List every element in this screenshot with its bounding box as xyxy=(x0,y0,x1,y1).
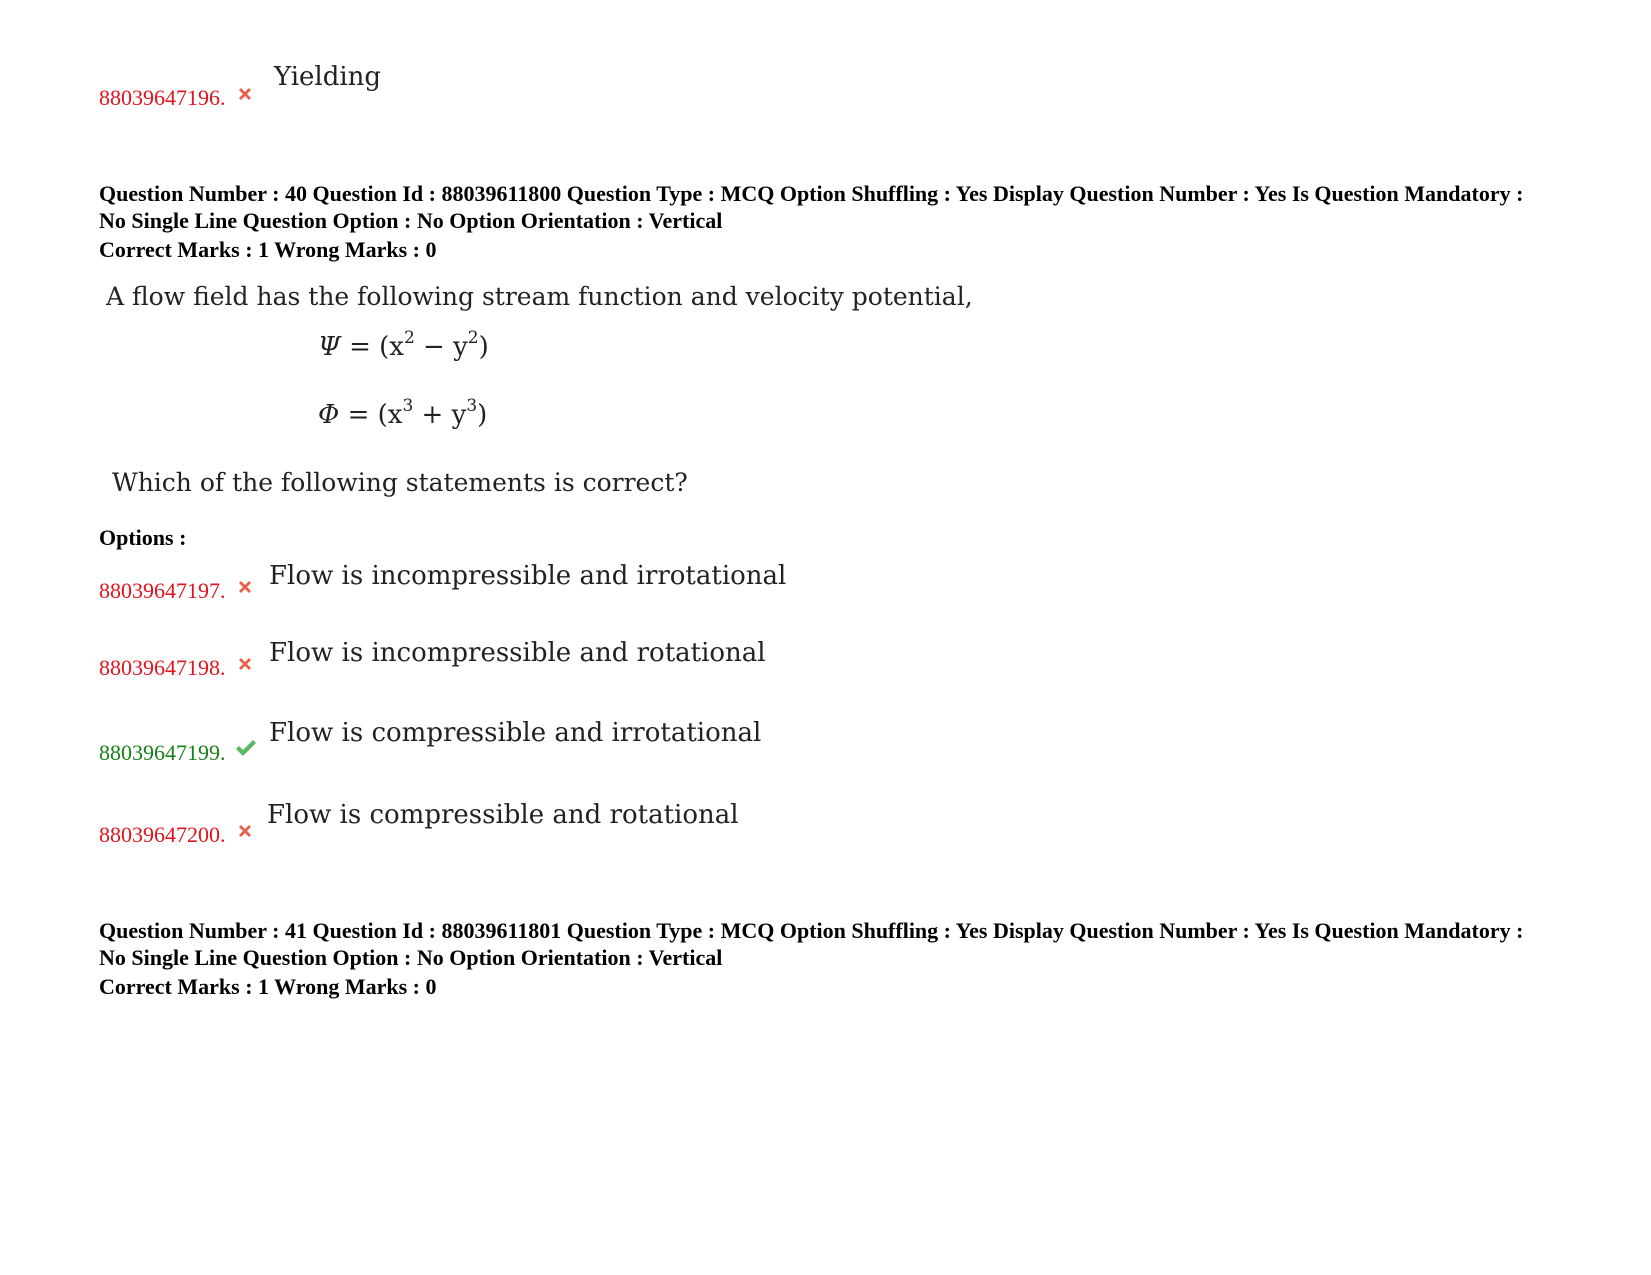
question-meta-line: Question Number : 41 Question Id : 88039611801 Question Type : MCQ Option Shuffling : Yes Display Question Number : Yes Is Question Mandatory : No Single Line Question Option : No Option Orientation : Vertical xyxy=(99,918,1524,970)
exponent: 3 xyxy=(402,396,414,416)
question-meta-line: Question Number : 40 Question Id : 88039611800 Question Type : MCQ Option Shuffling : Yes Display Question Number : Yes Is Question Mandatory : No Single Line Question Option : No Option Orientation : Vertical xyxy=(99,181,1524,233)
equals: = xyxy=(349,332,371,362)
question-meta xyxy=(99,917,1549,971)
phi-symbol: Φ xyxy=(318,400,340,430)
option-text: Flow is compressible and rotational xyxy=(267,800,739,830)
velocity-potential-equation xyxy=(318,396,488,430)
marks-line: Correct Marks : 1 Wrong Marks : 0 xyxy=(99,974,437,999)
question-marks xyxy=(99,236,1549,263)
check-icon xyxy=(234,737,258,759)
stream-function-equation xyxy=(318,328,489,362)
question-meta xyxy=(99,180,1549,234)
options-label: Options : xyxy=(99,525,187,550)
cross-icon xyxy=(235,577,255,597)
marks-line: Correct Marks : 1 Wrong Marks : 0 xyxy=(99,237,437,262)
eq-open: (x xyxy=(377,400,403,430)
eq-close: ) xyxy=(478,332,489,362)
eq-mid: + y xyxy=(413,400,467,430)
option-id: 88039647196. xyxy=(99,85,226,110)
option-text: Flow is incompressible and rotational xyxy=(269,638,766,668)
equals: = xyxy=(347,400,370,430)
cross-icon xyxy=(235,821,255,841)
question-marks xyxy=(99,973,1549,1000)
cross-icon xyxy=(235,84,255,104)
question-intro: A flow field has the following stream function and velocity potential, xyxy=(106,282,973,311)
option-text: Yielding xyxy=(274,62,382,92)
exponent: 2 xyxy=(467,328,479,348)
cross-icon xyxy=(235,654,255,674)
exponent: 3 xyxy=(466,396,478,416)
option-id: 88039647200. xyxy=(99,822,226,847)
option-id: 88039647199. xyxy=(99,740,226,765)
psi-symbol: Ψ xyxy=(318,332,341,362)
eq-close: ) xyxy=(477,400,488,430)
option-text: Flow is incompressible and irrotational xyxy=(269,561,787,591)
option-text: Flow is compressible and irrotational xyxy=(269,718,762,748)
exponent: 2 xyxy=(403,328,415,348)
option-id: 88039647197. xyxy=(99,578,226,603)
question-text: Which of the following statements is correct? xyxy=(112,468,688,497)
eq-open: (x xyxy=(379,332,404,362)
eq-mid: − y xyxy=(414,332,468,362)
option-id: 88039647198. xyxy=(99,655,226,680)
